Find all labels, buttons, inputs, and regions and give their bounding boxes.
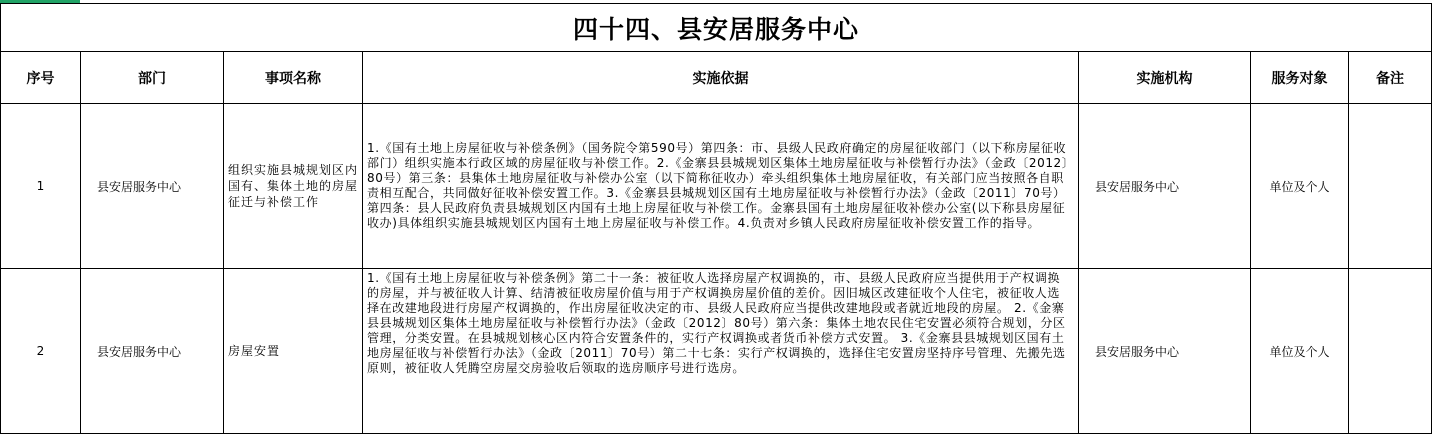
cell-service-target: 单位及个人 xyxy=(1251,104,1349,269)
cell-department: 县安居服务中心 xyxy=(81,269,224,434)
table-row xyxy=(1,269,1432,434)
header-basis: 实施依据 xyxy=(363,52,1079,104)
cell-item-name: 房屋安置 xyxy=(224,269,363,434)
table-row xyxy=(1,104,1432,269)
cell-basis: 1.《国有土地上房屋征收与补偿条例》第二十一条：被征收人选择房屋产权调换的，市、县级人民政府应当提供用于产权调换的房屋，并与被征收人计算、结清被征收房屋价值与用于产权调换房屋价值的差价。因旧城区改建征收个人住宅，被征收人选择在改建地段进行房屋产权调换的，作出房屋征收决定的市、县级人民政府应当提供改建地段或者就近地段的房屋。 2.《金寨县县城规划区集体土地房屋征收与补偿暂行办法》（金政〔2012〕80号）第六条：集体土地农民住宅安置必须符合规划，分区管理，分类安置。在县城规划核心区内符合安置条件的，实行产权调换或者货币补偿方式安置。 3.《金寨县县城规划区国有土地房屋征收与补偿暂行办法》（金政〔2011〕70号）第二十七条：实行产权调换的，选择住宅安置房坚持序号管理、先搬先选原则，被征收人凭腾空房屋交房验收后领取的选房顺序号进行选房。 xyxy=(363,269,1079,434)
header-index: 序号 xyxy=(1,52,81,104)
cell-index: 1 xyxy=(1,104,81,269)
cell-index: 2 xyxy=(1,269,81,434)
service-table xyxy=(0,3,1432,434)
cell-department: 县安居服务中心 xyxy=(81,104,224,269)
cell-organization: 县安居服务中心 xyxy=(1079,104,1251,269)
header-note: 备注 xyxy=(1349,52,1432,104)
header-item-name: 事项名称 xyxy=(224,52,363,104)
cell-note xyxy=(1349,269,1432,434)
cell-basis: 1.《国有土地上房屋征收与补偿条例》（国务院令第590号）第四条：市、县级人民政府确定的房屋征收部门（以下称房屋征收部门）组织实施本行政区域的房屋征收与补偿工作。2.《金寨县县城规划区集体土地房屋征收与补偿暂行办法》（金政〔2012〕80号）第三条：县集体土地房屋征收与补偿办公室（以下简称征收办）牵头组织集体土地房屋征收，有关部门应当按照各自职责相互配合，共同做好征收补偿安置工作。3.《金寨县县城规划区国有土地房屋征收与补偿暂行办法》（金政〔2011〕70号）第四条：县人民政府负责县城规划区内国有土地上房屋征收与补偿工作。金寨县国有土地房屋征收补偿办公室(以下称县房屋征收办)具体组织实施县城规划区内国有土地上房屋征收与补偿工作。4.负责对乡镇人民政府房屋征收补偿安置工作的指导。 xyxy=(363,104,1079,269)
cell-service-target: 单位及个人 xyxy=(1251,269,1349,434)
header-department: 部门 xyxy=(81,52,224,104)
header-service-target: 服务对象 xyxy=(1251,52,1349,104)
header-organization: 实施机构 xyxy=(1079,52,1251,104)
cell-organization: 县安居服务中心 xyxy=(1079,269,1251,434)
page-title: 四十四、县安居服务中心 xyxy=(1,4,1432,52)
cell-item-name: 组织实施县城规划区内国有、集体土地的房屋征迁与补偿工作 xyxy=(224,104,363,269)
cell-note xyxy=(1349,104,1432,269)
